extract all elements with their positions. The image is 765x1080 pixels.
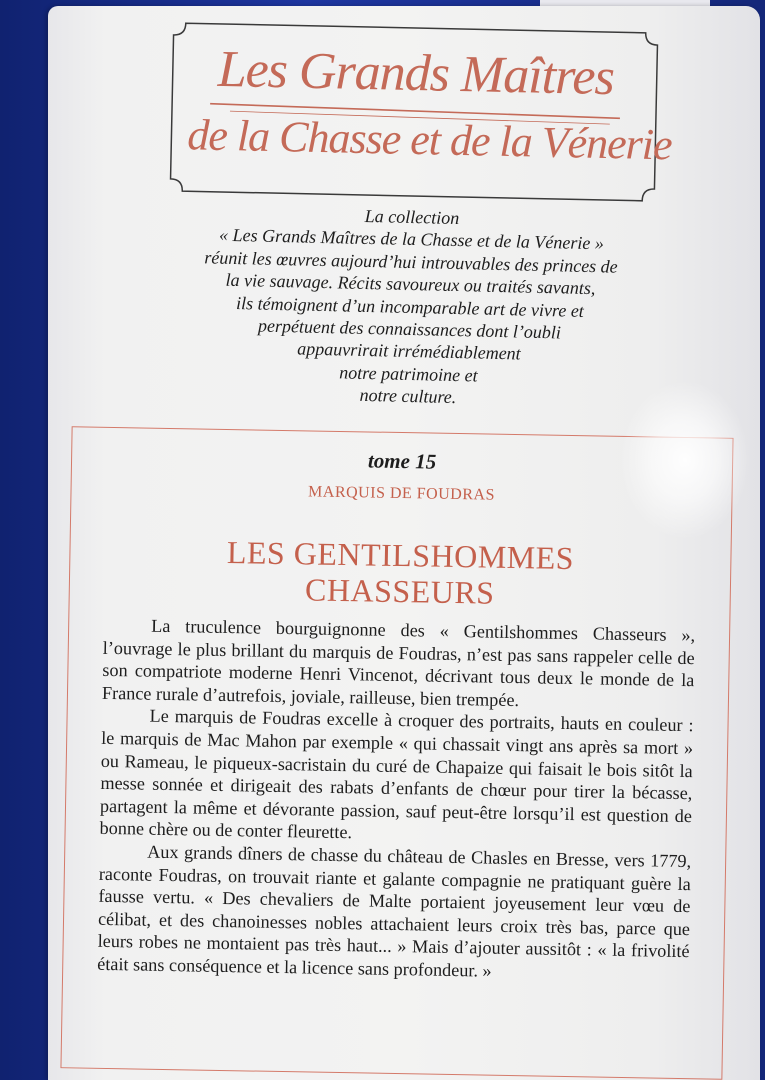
tome-number: tome 15 [367, 448, 437, 474]
blurb-paragraph: Aux grands dîners de chasse du château de Chasles en Bresse, vers 1779, raconte Foudras, on trouvait riante et galante compagnie ne pratiquant guère la fausse vertu. « Des chevaliers de Malte portaient joyeusement leur vœu de célibat, et des chanoinesses nobles attachaient leurs croix très bas, parce que leurs robes ne montaient pas très haut... » Mais d’ajouter aussitôt : « la frivolité était sans conséquence et la licence sans profondeur. » [97, 841, 692, 981]
book-title-line2: CHASSEURS [304, 571, 495, 611]
logo-title-line2: de la Chasse et de la Vénerie [186, 110, 673, 170]
collection-logo [168, 21, 673, 203]
logo-title-line1: Les Grands Maîtres [217, 40, 615, 107]
book-title [70, 531, 731, 615]
collection-description [148, 200, 672, 413]
collection-line: réunit les œuvres aujourd’hui introuvables des princes de [204, 247, 618, 277]
collection-line: notre culture. [359, 385, 457, 408]
blurb-paragraph: La truculence bourguignonne des « Gentilshommes Chasseurs », l’ouvrage le plus brillant du marquis de Foudras, n’est pas sans rappeler celle de son compatriote moderne Henri Vincenot, décrivant tous deux le monde de la France rurale d’autrefois, joviale, railleuse, bien trempée. [101, 615, 696, 710]
collection-line: ils témoignent d’un incomparable art de vivre et [235, 292, 585, 321]
collection-line: la vie sauvage. Récits savoureux ou traités savants, [225, 270, 596, 299]
collection-line: perpétuent des connaissances dont l’oubli [257, 315, 562, 343]
book-title-line1: LES GENTILSHOMMES [226, 534, 575, 577]
author-name: MARQUIS DE FOUDRAS [307, 483, 496, 504]
light-glare [620, 380, 750, 540]
collection-line: notre patrimoine et [339, 362, 478, 386]
collection-line: La collection [364, 205, 460, 229]
book-description-frame [60, 426, 733, 1079]
collection-line: appauvrirait irrémédiablement [297, 338, 521, 364]
collection-line: « Les Grands Maîtres de la Chasse et de la Vénerie » [218, 225, 605, 254]
blurb-paragraph: Le marquis de Foudras excelle à croquer des portraits, hauts en couleur : le marquis de Mac Mahon par exemple « qui chassait vingt ans après sa mort » ou Rameau, le piqueux-sacristain du curé de Chapaize qui faisait le bois sitôt la messe sonnée et dirigeait des rabats d’enfants de chœur pour tirer la bécasse, partagent la même et dévorante passion, sauf peut-être lorsqu’il est question de bonne chère ou de conter fleurette. [99, 706, 694, 843]
blurb-text [97, 614, 695, 986]
